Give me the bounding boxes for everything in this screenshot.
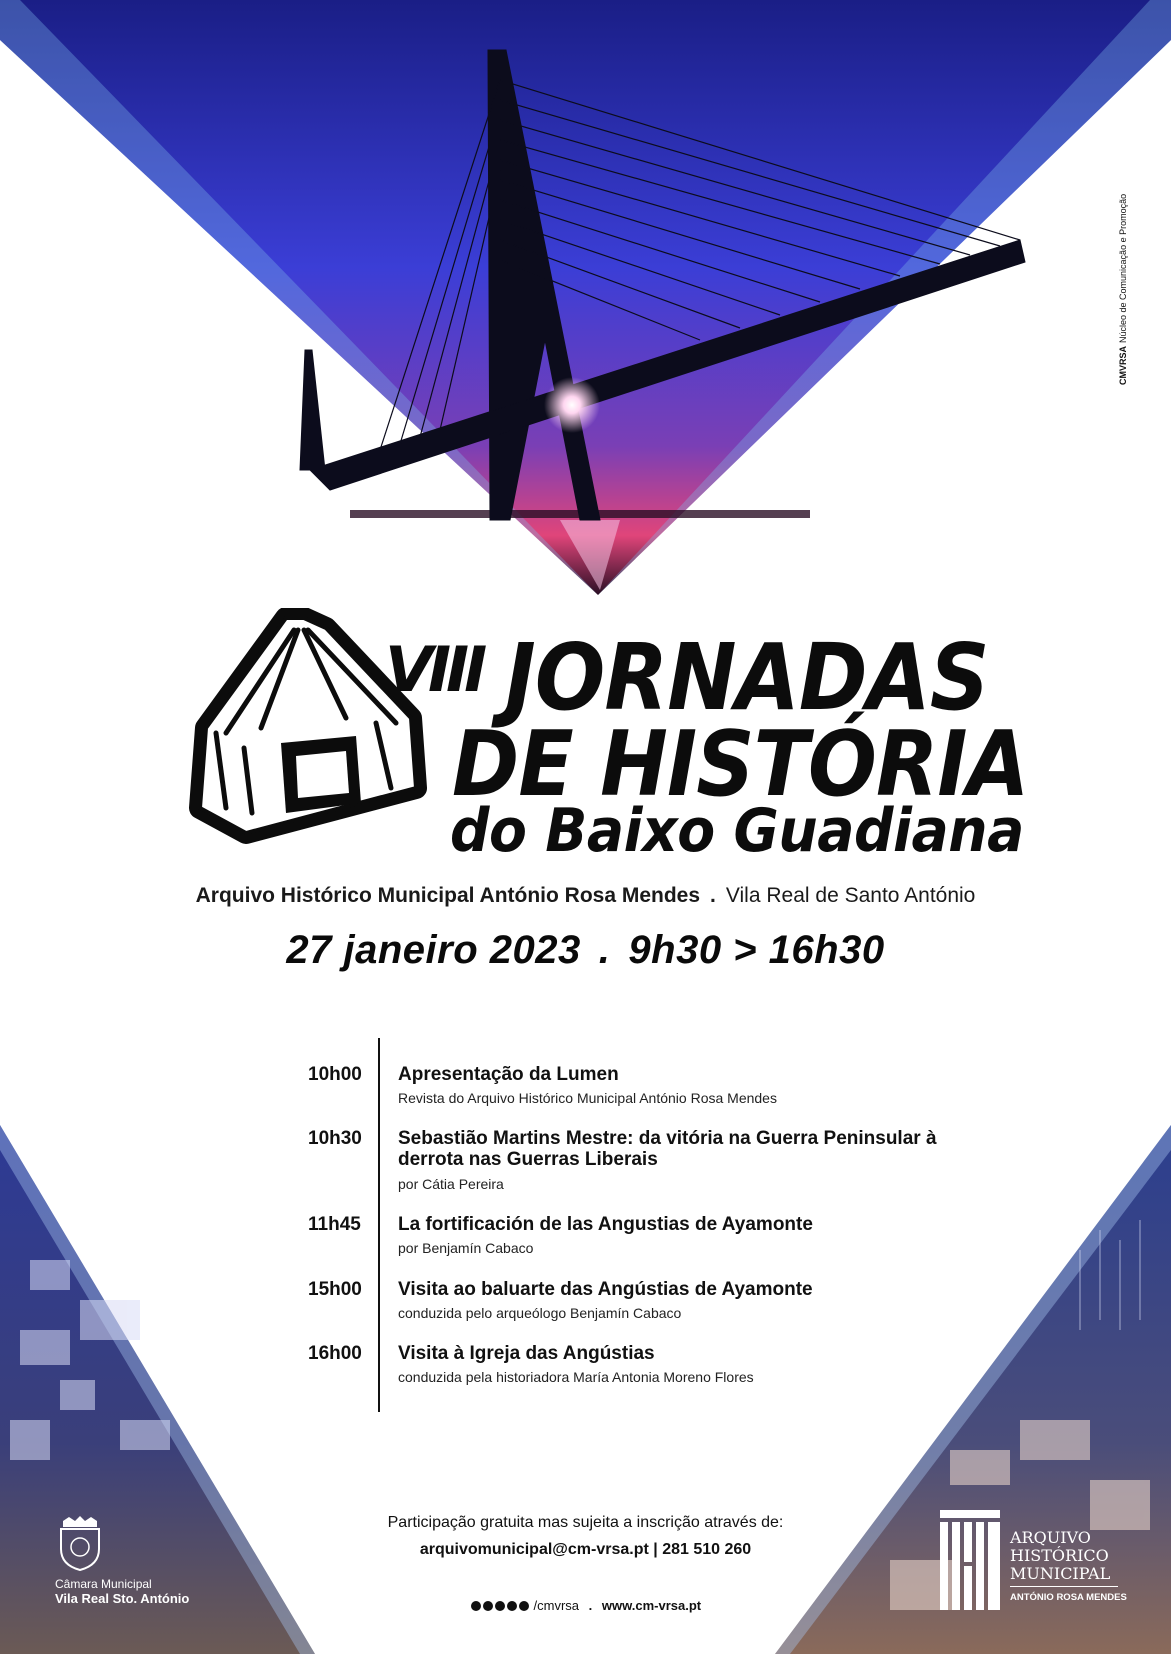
program-time: 16h00 (308, 1343, 362, 1364)
social-icon[interactable] (471, 1601, 481, 1611)
event-date: 27 janeiro 2023 (286, 928, 581, 972)
program-title: La fortificación de las Angustias de Ayamonte (398, 1214, 813, 1235)
photo-credit: CMVRSANúcleo de Comunicação e Promoção (1118, 193, 1128, 385)
title-line-3: do Baixo Guadiana (450, 796, 1024, 866)
program-subtitle: por Cátia Pereira (398, 1176, 504, 1192)
youtube-icon[interactable] (519, 1601, 529, 1611)
program-title: Visita à Igreja das Angústias (398, 1343, 655, 1364)
venue (0, 884, 1171, 908)
title-line-2: DE HISTÓRIA (452, 712, 1029, 817)
event-datetime (0, 928, 1171, 973)
municipality-line-1: Câmara Municipal (55, 1577, 152, 1591)
social-handle[interactable]: /cmvrsa (533, 1598, 580, 1613)
footer-separator: . (588, 1598, 593, 1613)
program-title: Visita ao baluarte das Angústias de Ayamonte (398, 1279, 813, 1300)
archive-line-3: MUNICIPAL (1010, 1564, 1111, 1583)
archive-grid-icon (940, 1510, 1000, 1610)
twitter-icon[interactable] (483, 1601, 493, 1611)
program-divider (378, 1038, 380, 1412)
program-subtitle: por Benjamín Cabaco (398, 1240, 534, 1256)
program-subtitle: Revista do Arquivo Histórico Municipal António Rosa Mendes (398, 1090, 777, 1106)
archive-divider (1010, 1586, 1118, 1587)
program-time: 11h45 (308, 1214, 361, 1235)
title-line-1: JORNADAS (505, 624, 989, 731)
venue-name: Arquivo Histórico Municipal António Rosa Mendes (195, 884, 701, 907)
registration-note: Participação gratuita mas sujeita a inscrição através de: (387, 1514, 784, 1531)
program-subtitle: conduzida pelo arqueólogo Benjamín Cabaco (398, 1305, 682, 1321)
title-numeral: VIII (385, 633, 483, 706)
website-link[interactable]: www.cm-vrsa.pt (601, 1598, 702, 1613)
archive-line-2: HISTÓRICO (1010, 1546, 1109, 1565)
coat-of-arms-icon (55, 1515, 105, 1571)
program-title: Sebastião Martins Mestre: da vitória na Guerra Peninsular à derrota nas Guerras Liberais (398, 1128, 937, 1170)
program-subtitle: conduzida pela historiadora María Antonia Moreno Flores (398, 1369, 754, 1385)
archive-logo (940, 1510, 1140, 1625)
municipality-line-2: Vila Real Sto. António (55, 1591, 190, 1606)
registration-contact[interactable]: arquivomunicipal@cm-vrsa.pt | 281 510 260 (419, 1541, 752, 1558)
program-time: 15h00 (308, 1279, 362, 1300)
venue-town: Vila Real de Santo António (725, 884, 976, 907)
facebook-icon[interactable] (495, 1601, 505, 1611)
program-time: 10h00 (308, 1064, 362, 1085)
archive-line-4: ANTÓNIO ROSA MENDES (1010, 1592, 1127, 1603)
archive-line-1: ARQUIVO (1010, 1528, 1091, 1547)
program-time: 10h30 (308, 1128, 362, 1149)
venue-separator: . (710, 884, 716, 907)
datetime-separator: . (598, 928, 611, 972)
program-title: Apresentação da Lumen (398, 1064, 619, 1085)
instagram-icon[interactable] (507, 1601, 517, 1611)
event-time: 9h30 > 16h30 (628, 928, 885, 972)
